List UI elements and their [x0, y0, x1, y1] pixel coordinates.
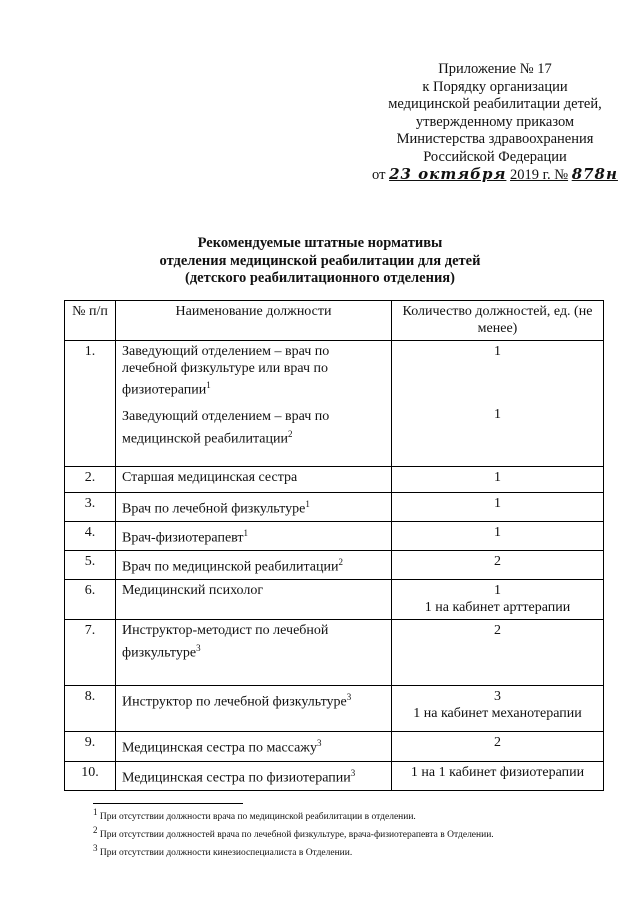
position-quantity [392, 341, 604, 467]
quantity-note: 1 на кабинет арттерапии [424, 599, 571, 615]
position-name: Врач-физиотерапевт$^1$ [116, 522, 392, 551]
quantity-value: 1 на 1 кабинет физиотерапии [410, 764, 585, 780]
title-line: отделения медицинской реабилитации для детей [159, 252, 481, 269]
row-number: 7. [65, 620, 116, 686]
position-name: Старшая медицинская сестра [116, 467, 392, 493]
footnote-ref: 1 [305, 499, 310, 509]
header-line: к Порядку организации [422, 78, 568, 95]
header-line: Приложение № 17 [438, 61, 552, 77]
quantity-value: 2 [494, 735, 501, 751]
table-header-row [65, 301, 604, 341]
footnote-ref: 1 [206, 380, 211, 390]
table-row [65, 580, 604, 620]
position-quantity [392, 620, 604, 686]
title-line: (детского реабилитационного отделения) [185, 270, 455, 286]
quantity-value: 1 [494, 496, 501, 511]
table-row [65, 493, 604, 522]
order-date-line [330, 166, 640, 185]
table-row [65, 467, 604, 493]
position-quantity [392, 467, 604, 493]
quantity-value: 1 [494, 583, 501, 599]
position-name: Инструктор-методист по лечебной физкультуре$^3$ [116, 620, 392, 686]
footnote-divider [93, 803, 243, 804]
col-qty-header: Количество должностей, ед. (не менее) [392, 301, 604, 341]
document-title [60, 235, 580, 288]
table-row [65, 341, 604, 467]
appendix-header [330, 61, 640, 185]
header-line: Российской Федерации [423, 148, 567, 165]
table-row [65, 620, 604, 686]
footnote-mark: 3 [93, 843, 98, 854]
row-number: 8. [65, 686, 116, 732]
footnote-ref: 1 [243, 528, 249, 539]
footnotes [93, 803, 494, 860]
position-name: Медицинский психолог [116, 580, 392, 620]
position-name [116, 341, 392, 467]
row-number: 1. [65, 341, 116, 467]
footnote [93, 842, 494, 860]
row-number: 6. [65, 580, 116, 620]
footnote [93, 824, 494, 842]
name-variant: Заведующий отделением – врач по медицинской реабилитации$^2$ [122, 409, 330, 447]
footnote-ref: 3 [316, 738, 322, 749]
row-number: 2. [65, 467, 116, 493]
handwritten-order-number: 878н [571, 165, 618, 183]
name-variant: Заведующий отделением – врач по лечебной физкультуре или врач по физиотерапии$^1$ [122, 344, 330, 398]
footnote-ref: 2 [338, 557, 343, 568]
table-row [65, 761, 604, 790]
footnote-ref: 3 [350, 767, 356, 778]
quantity-note: 1 на кабинет механотерапии [413, 705, 582, 721]
position-name: Врач по лечебной физкультуре$^1$ [116, 493, 392, 522]
table-row [65, 686, 604, 732]
header-line: Министерства здравоохранения [396, 131, 594, 147]
quantity-value: 1 [494, 525, 501, 541]
date-prefix: от [372, 167, 386, 183]
position-name: Врач по медицинской реабилитации$^2$ [116, 551, 392, 580]
date-year: 2019 г. № [510, 167, 569, 183]
quantity-value: 1 [494, 344, 501, 359]
position-quantity [392, 761, 604, 790]
footnote-mark: 1 [93, 807, 98, 817]
quantity-value: 2 [494, 623, 501, 639]
row-number: 3. [65, 493, 116, 522]
position-name: Медицинская сестра по физиотерапии$^3$ [116, 761, 392, 790]
quantity-value: 1 [494, 406, 501, 422]
handwritten-date: 23 октября [389, 165, 507, 183]
table-row [65, 732, 604, 761]
title-line: Рекомендуемые штатные нормативы [197, 235, 443, 251]
position-quantity [392, 580, 604, 620]
position-quantity [392, 686, 604, 732]
row-number: 5. [65, 551, 116, 580]
footnote-ref: 2 [287, 428, 293, 439]
footnote-ref: 3 [196, 642, 201, 653]
col-num-header: № п/п [65, 301, 116, 341]
header-line: медицинской реабилитации детей, [388, 96, 602, 112]
quantity-value: 1 [494, 470, 501, 485]
header-line: утвержденному приказом [415, 113, 575, 130]
footnote-text: При отсутствии должностей врача по лечебной физкультуре, врача-физиотерапевта в Отделении. [97, 830, 494, 841]
table-row [65, 551, 604, 580]
col-name-header: Наименование должности [116, 301, 392, 341]
table-row [65, 522, 604, 551]
position-name: Медицинская сестра по массажу$^3$ [116, 732, 392, 761]
position-quantity [392, 522, 604, 551]
row-number: 4. [65, 522, 116, 551]
quantity-value: 2 [494, 554, 501, 570]
footnote-text: При отсутствии должности врача по медицинской реабилитации в отделении. [97, 812, 416, 823]
row-number: 9. [65, 732, 116, 761]
position-quantity [392, 551, 604, 580]
staffing-table [64, 300, 604, 791]
footnote-mark: 2 [93, 825, 98, 836]
position-quantity [392, 493, 604, 522]
footnote-ref: 3 [346, 692, 352, 703]
position-name: Инструктор по лечебной физкультуре$^3$ [116, 686, 392, 732]
quantity-value: 3 [494, 689, 501, 705]
footnote-text: При отсутствии должности кинезиоспециалиста в Отделении. [97, 848, 353, 859]
position-quantity [392, 732, 604, 761]
row-number: 10. [65, 761, 116, 790]
footnote [93, 806, 494, 824]
